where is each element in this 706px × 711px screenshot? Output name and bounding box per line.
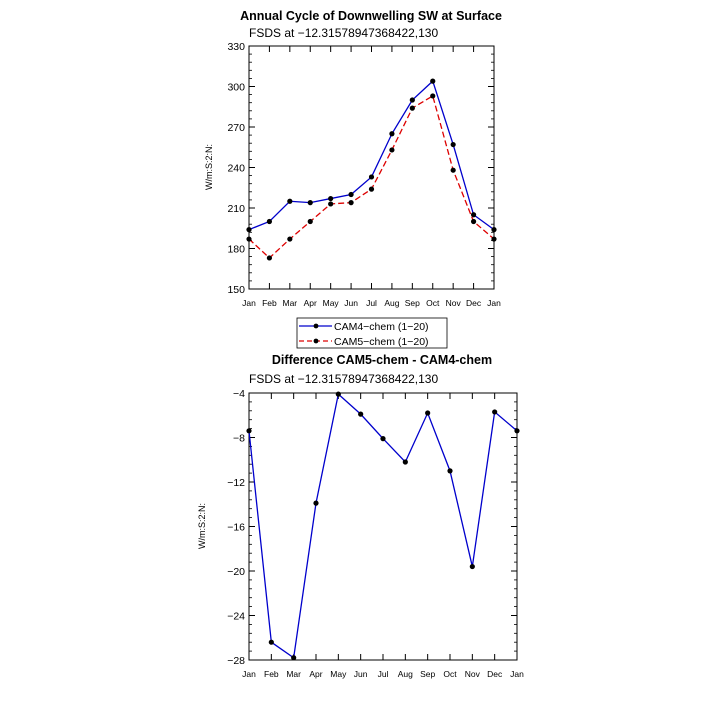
chart1-plot-area — [227, 41, 501, 308]
chart2-xtick-label: Mar — [286, 669, 301, 679]
chart1-frame — [249, 46, 494, 289]
chart1-series-1-point — [348, 200, 353, 205]
chart1-xtick-label: Jan — [242, 298, 256, 308]
chart1-ytick-label: 180 — [227, 243, 245, 256]
chart1-xtick-label: Sep — [404, 298, 420, 308]
chart2-series-0-point — [269, 640, 274, 645]
chart2-xtick-label: Jun — [353, 669, 368, 679]
chart2-series-0-point — [336, 392, 341, 397]
chart2-ytick-label: −8 — [233, 432, 245, 445]
chart1-series-1-point — [328, 201, 333, 206]
chart2-series-0-point — [313, 501, 318, 506]
legend-marker-cam5 — [314, 339, 319, 344]
chart1-series-1-point — [491, 236, 496, 241]
chart1-series-1-point — [389, 147, 394, 152]
chart1-xtick-label: Feb — [262, 298, 277, 308]
chart2-xtick-label: Sep — [420, 669, 436, 679]
chart2-ytick-label: −24 — [227, 610, 245, 623]
chart1-xtick-label: Apr — [303, 298, 317, 308]
chart2-xtick-label: Aug — [397, 669, 413, 679]
chart2-xtick-label: Jan — [242, 669, 256, 679]
chart1-series-0-point — [348, 192, 353, 197]
legend-label-cam4: CAM4−chem (1−20) — [334, 321, 429, 333]
chart2-xtick-label: Jul — [377, 669, 389, 679]
chart1-series-0-point — [287, 199, 292, 204]
chart2-ytick-label: −20 — [227, 566, 245, 578]
chart1-xtick-label: Mar — [282, 298, 298, 308]
chart1-ytick-label: 300 — [227, 81, 245, 94]
chart1-series-0-point — [267, 219, 272, 224]
chart2-xtick-label: Oct — [443, 669, 457, 679]
chart2-series-0-point — [447, 468, 452, 473]
chart1-title: Annual Cycle of Downwelling SW at Surface — [240, 9, 502, 23]
chart1-ytick-label: 240 — [227, 162, 245, 175]
chart1-series-1-point — [246, 236, 251, 241]
chart2-ylabel: W/m:S:2:N: — [197, 502, 207, 550]
chart1-series-0-point — [308, 200, 313, 205]
chart2-series-0-point — [291, 655, 296, 660]
chart2-series-0-line — [249, 394, 517, 658]
chart1-series-0-point — [369, 174, 374, 179]
chart2-series-0-point — [246, 428, 251, 433]
legend-label-cam5: CAM5−chem (1−20) — [334, 336, 429, 348]
chart1-xtick-label: May — [322, 298, 339, 308]
chart2-series-0-point — [492, 409, 497, 414]
chart1-ytick-label: 210 — [227, 203, 245, 215]
chart2-ytick-label: −12 — [227, 477, 245, 489]
chart1-series-1-point — [308, 219, 313, 224]
chart1-xtick-label: Nov — [445, 298, 461, 308]
chart1-series-0-point — [430, 79, 435, 84]
chart2-ytick-label: −16 — [227, 521, 245, 534]
chart1-series-1-point — [410, 106, 415, 111]
chart2-xtick-label: Dec — [487, 669, 503, 679]
chart1-series-1-point — [287, 236, 292, 241]
chart2-ytick-label: −4 — [233, 388, 245, 400]
chart2-series-0-point — [358, 412, 363, 417]
chart1-xtick-label: Jul — [366, 298, 377, 308]
chart2-series-0-point — [514, 428, 519, 433]
panel-annual-cycle — [204, 9, 502, 348]
chart2-xtick-label: Jan — [510, 669, 524, 679]
chart2-xtick-label: Feb — [264, 669, 279, 679]
chart1-series-0-point — [471, 212, 476, 217]
chart1-series-0-point — [410, 97, 415, 102]
chart2-ytick-label: −28 — [227, 655, 245, 667]
legend-marker-cam4 — [314, 324, 319, 329]
chart2-frame — [249, 393, 517, 660]
chart2-xtick-label: Nov — [464, 669, 480, 679]
chart2-series-0-point — [403, 459, 408, 464]
chart1-xtick-label: Dec — [466, 298, 482, 308]
chart2-series-0-point — [470, 564, 475, 569]
chart1-series-0-point — [491, 227, 496, 232]
chart1-series-1-point — [369, 187, 374, 192]
chart1-series-0-point — [328, 196, 333, 201]
chart1-ytick-label: 150 — [227, 284, 245, 296]
chart1-legend — [297, 318, 447, 348]
chart1-xtick-label: Jun — [344, 298, 358, 308]
chart2-subtitle: FSDS at −12.31578947368422,130 — [249, 372, 439, 386]
chart2-title: Difference CAM5-chem - CAM4-chem — [271, 353, 493, 367]
chart1-series-0-point — [246, 227, 251, 232]
chart1-series-1-point — [451, 168, 456, 173]
chart1-xtick-label: Oct — [426, 298, 440, 308]
chart1-ylabel: W/m:S:2:N: — [204, 143, 214, 191]
chart1-subtitle: FSDS at −12.31578947368422,130 — [249, 26, 439, 40]
chart1-series-1-point — [430, 93, 435, 98]
chart1-series-0-point — [451, 142, 456, 147]
chart1-series-0-point — [389, 131, 394, 136]
chart2-series-0-point — [425, 410, 430, 415]
chart1-series-0-line — [249, 81, 494, 230]
chart1-xtick-label: Aug — [384, 298, 400, 308]
panel-difference — [197, 353, 524, 679]
chart2-xtick-label: May — [330, 669, 347, 679]
chart1-series-1-point — [471, 219, 476, 224]
chart2-series-0-point — [380, 436, 385, 441]
chart1-xtick-label: Jan — [487, 298, 501, 308]
chart1-ytick-label: 330 — [227, 41, 245, 53]
chart1-series-1-point — [267, 255, 272, 260]
chart1-ytick-label: 270 — [227, 122, 245, 134]
chart2-plot-area — [227, 388, 524, 679]
chart2-xtick-label: Apr — [309, 669, 323, 679]
